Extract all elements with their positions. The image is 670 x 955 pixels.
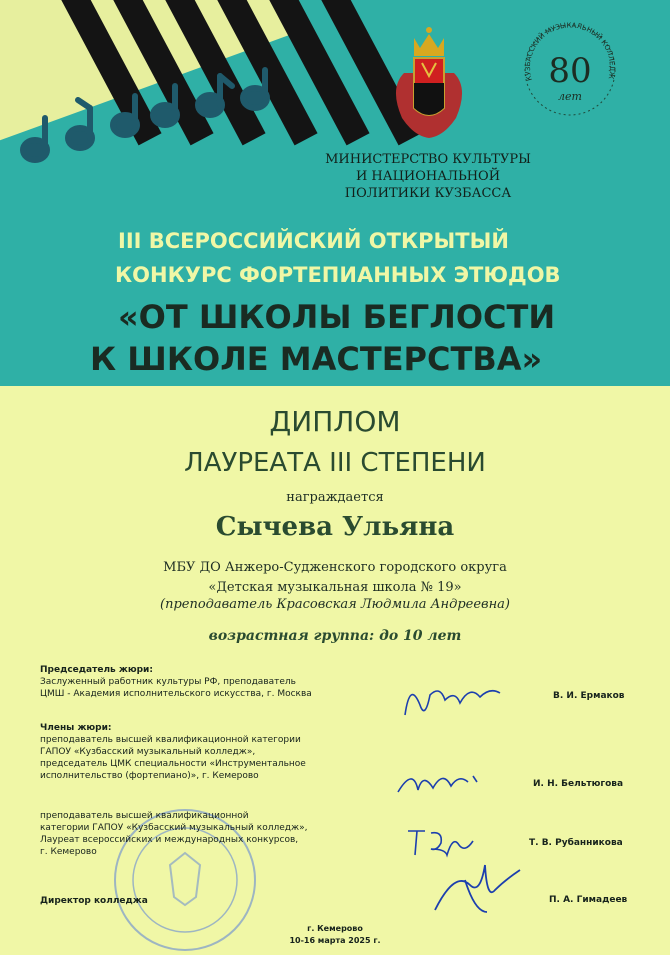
school-line-1: МБУ ДО Анжеро-Судженского городского округа bbox=[163, 560, 507, 575]
footer-dates: 10-16 марта 2025 г. bbox=[289, 936, 381, 945]
ministry-line: И НАЦИОНАЛЬНОЙ bbox=[355, 169, 501, 184]
jury-chair bbox=[40, 664, 312, 700]
footer-city: г. Кемерово bbox=[307, 924, 363, 933]
member-line: преподаватель высшей квалификационной категории bbox=[40, 735, 301, 745]
member-line: Лауреат всероссийских и международных конкурсов, bbox=[40, 835, 299, 845]
jury-member-2 bbox=[40, 810, 307, 858]
member-2-name: Т. В. Рубанникова bbox=[529, 838, 623, 848]
director-label: Директор колледжа bbox=[40, 896, 148, 906]
member-line: исполнительство (фортепиано)», г. Кемерово bbox=[40, 771, 259, 781]
kuzbass-coat-of-arms bbox=[384, 18, 474, 138]
members-label: Члены жюри: bbox=[40, 723, 112, 733]
member-1-name: И. Н. Бельтюгова bbox=[533, 779, 624, 789]
teacher-info: (преподаватель Красовская Людмила Андреевна) bbox=[160, 597, 510, 612]
signature-beltyugova bbox=[393, 762, 503, 802]
competition-title-1: «ОТ ШКОЛЫ БЕГЛОСТИ bbox=[118, 298, 556, 336]
member-line: г. Кемерово bbox=[40, 847, 97, 857]
ministry-block bbox=[318, 151, 538, 202]
chair-line: Заслуженный работник культуры РФ, преподаватель bbox=[40, 677, 296, 687]
diploma-title: ДИПЛОМ bbox=[269, 405, 401, 438]
school-info bbox=[0, 558, 670, 598]
diploma-degree: ЛАУРЕАТА III СТЕПЕНИ bbox=[184, 448, 486, 478]
competition-line-1: III ВСЕРОССИЙСКИЙ ОТКРЫТЫЙ bbox=[118, 229, 509, 253]
chair-label: Председатель жюри: bbox=[40, 665, 153, 675]
signature-gimadeev bbox=[425, 850, 535, 920]
music-notes-decor bbox=[0, 0, 300, 200]
signature-ermakov bbox=[400, 675, 510, 725]
member-line: преподаватель высшей квалификационной bbox=[40, 811, 249, 821]
chair-line: ЦМШ - Академия исполнительского искусства, г. Москва bbox=[40, 689, 312, 699]
competition-line-2: КОНКУРС ФОРТЕПИАННЫХ ЭТЮДОВ bbox=[115, 263, 561, 287]
member-line: председатель ЦМК специальности «Инструментальное bbox=[40, 759, 306, 769]
laureate-name: Сычева Ульяна bbox=[215, 512, 455, 542]
ministry-line: ПОЛИТИКИ КУЗБАССА bbox=[344, 186, 512, 201]
director-block bbox=[40, 895, 148, 907]
age-group: возрастная группа: до 10 лет bbox=[208, 628, 462, 644]
logo-arc-text: КУЗБАССКИЙ МУЗЫКАЛЬНЫЙ КОЛЛЕДЖ bbox=[523, 21, 617, 82]
logo-years: лет bbox=[558, 90, 582, 103]
school-line-2: «Детская музыкальная школа № 19» bbox=[208, 580, 462, 595]
footer bbox=[0, 923, 670, 947]
ministry-line: МИНИСТЕРСТВО КУЛЬТУРЫ bbox=[325, 152, 531, 167]
director-name: П. А. Гимадеев bbox=[549, 895, 628, 905]
jury-member-1 bbox=[40, 722, 306, 782]
competition-title-2: К ШКОЛЕ МАСТЕРСТВА» bbox=[90, 340, 543, 378]
awarded-label: награждается bbox=[286, 490, 384, 505]
logo-number: 80 bbox=[548, 51, 592, 91]
college-80-years-logo bbox=[520, 20, 620, 120]
member-line: категории ГАПОУ «Кузбасский музыкальный колледж», bbox=[40, 823, 308, 833]
member-line: ГАПОУ «Кузбасский музыкальный колледж», bbox=[40, 747, 256, 757]
chair-name: В. И. Ермаков bbox=[553, 691, 625, 701]
